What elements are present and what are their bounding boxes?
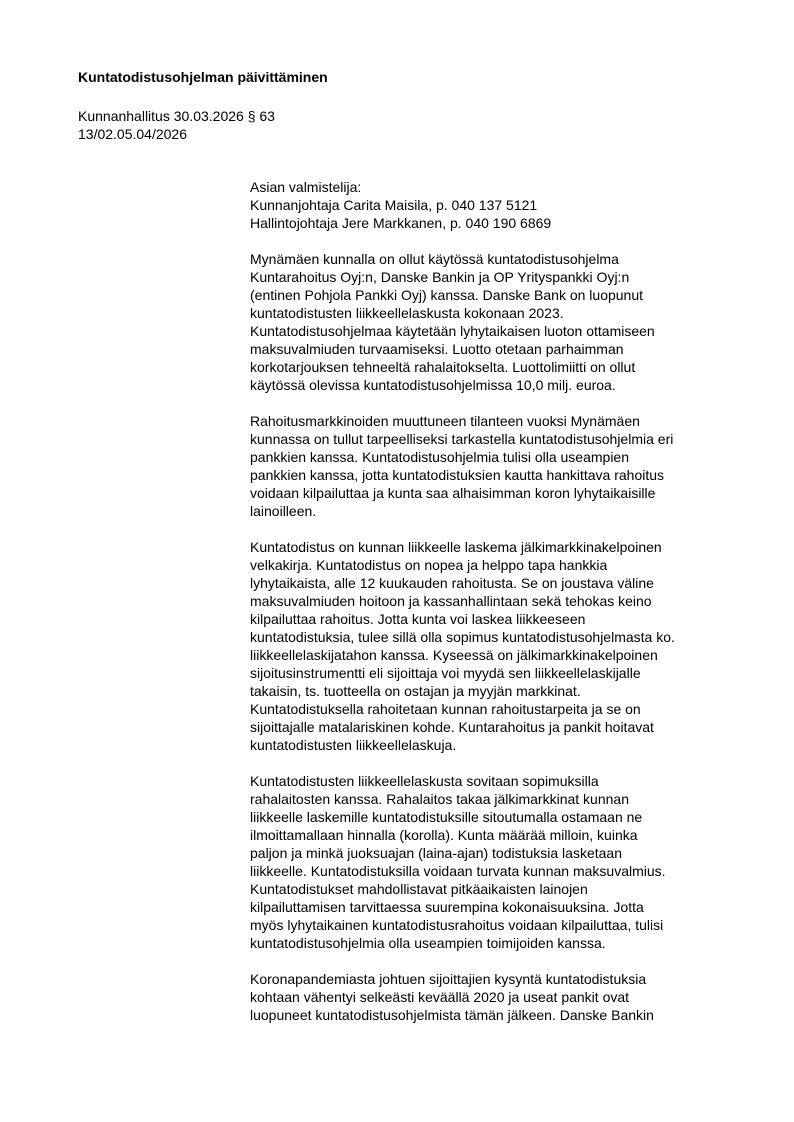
paragraph-line: Kuntatodistukset mahdollistavat pitkäaikaisten lainojen [250,881,588,897]
meeting-line: Kunnanhallitus 30.03.2026 § 63 [78,108,275,124]
preparers-block [250,178,740,232]
paragraph-line: kuntatodistusten liikkeellelaskuja. [250,737,457,753]
paragraph-line: kilpailuttaa rahoitus. Jotta kunta voi laskea liikkeeseen [250,611,586,627]
paragraph [250,250,740,394]
paragraph [250,772,740,952]
paragraph-line: lainoilleen. [250,503,317,519]
paragraph-line: rahalaitosten kanssa. Rahalaitos takaa jälkimarkkinat kunnan [250,791,629,807]
preparer-2: Hallintojohtaja Jere Markkanen, p. 040 190 6869 [250,215,552,231]
paragraph-line: pankkien kanssa. Kuntatodistusohjelmia tulisi olla useampien [250,449,629,465]
paragraph-line: käytössä olevissa kuntatodistusohjelmissa 10,0 milj. euroa. [250,377,616,393]
paragraph-line: Mynämäen kunnalla on ollut käytössä kuntatodistusohjelma [250,251,619,267]
paragraph-line: voidaan kilpailuttaa ja kunta saa alhaisimman koron lyhytaikaisille [250,485,656,501]
paragraph-line: sijoitusinstrumentti eli sijoittaja voi myydä sen liikkeellelaskijalle [250,665,641,681]
paragraph-line: Kuntatodistusohjelmaa käytetään lyhytaikaisen luoton ottamiseen [250,323,655,339]
paragraph-line: paljon ja minkä juoksuajan (laina-ajan) todistuksia lasketaan [250,845,622,861]
preparers-label: Asian valmistelija: [250,179,362,195]
paragraph-line: Kuntatodistus on kunnan liikkeelle laskema jälkimarkkinakelpoinen [250,539,662,555]
document-title: Kuntatodistusohjelman päivittäminen [78,69,328,85]
paragraph-line: lyhytaikaista, alle 12 kuukauden rahoitusta. Se on joustava väline [250,575,654,591]
document-body [250,178,740,1024]
paragraph-line: liikkeelle laskemille kuntatodistuksille sitoutumalla ostamaan ne [250,809,643,825]
paragraph-line: luopuneet kuntatodistusohjelmista tämän jälkeen. Danske Bankin [250,1007,654,1023]
paragraph-line: liikkeellelaskijatahon kanssa. Kyseessä on jälkimarkkinakelpoinen [250,647,658,663]
paragraph [250,538,740,754]
paragraph-line: korkotarjouksen tehneeltä rahalaitokselta. Luottolimiitti on ollut [250,359,636,375]
paragraph-line: kuntatodistusohjelmia olla useampien toimijoiden kanssa. [250,935,606,951]
paragraph-line: maksuvalmiuden turvaamiseksi. Luotto otetaan parhaimman [250,341,624,357]
paragraph-line: pankkien kanssa, jotta kuntatodistuksien kautta hankittava rahoitus [250,467,665,483]
paragraph [250,970,740,1024]
paragraph-line: (entinen Pohjola Pankki Oyj) kanssa. Danske Bank on luopunut [250,287,644,303]
paragraph-line: Kuntatodistusten liikkeellelaskusta sovitaan sopimuksilla [250,773,599,789]
paragraph-line: velkakirja. Kuntatodistus on nopea ja helppo tapa hankkia [250,557,608,573]
paragraph-line: takaisin, ts. tuotteella on ostajan ja myyjän markkinat. [250,683,581,699]
paragraph-line: Rahoitusmarkkinoiden muuttuneen tilanteen vuoksi Mynämäen [250,413,640,429]
paragraph-line: kuntatodistusten liikkeellelaskusta kokonaan 2023. [250,305,564,321]
paragraph [250,412,740,520]
paragraph-line: kunnassa on tullut tarpeelliseksi tarkastella kuntatodistusohjelmia eri [250,431,674,447]
paragraph-line: ilmoittamallaan hinnalla (korolla). Kunta määrää milloin, kuinka [250,827,638,843]
case-number: 13/02.05.04/2026 [78,126,187,142]
paragraph-line: myös lyhytaikainen kuntatodistusrahoitus voidaan kilpailuttaa, tulisi [250,917,664,933]
paragraph-line: Kuntatodistuksella rahoitetaan kunnan rahoitustarpeita ja se on [250,701,641,717]
paragraph-line: Koronapandemiasta johtuen sijoittajien kysyntä kuntatodistuksia [250,971,647,987]
paragraph-line: kuntatodistuksia, tulee sillä olla sopimus kuntatodistusohjelmasta ko. [250,629,675,645]
paragraph-list [250,250,740,1024]
paragraph-line: kohtaan vähentyi selkeästi keväällä 2020 ja useat pankit ovat [250,989,630,1005]
paragraph-line: sijoittajalle matalariskinen kohde. Kuntarahoitus ja pankit hoitavat [250,719,654,735]
preparer-1: Kunnanjohtaja Carita Maisila, p. 040 137 5121 [250,197,538,213]
paragraph-line: Kuntarahoitus Oyj:n, Danske Bankin ja OP Yrityspankki Oyj:n [250,269,630,285]
meeting-reference [78,107,275,143]
paragraph-line: kilpailuttamisen tarvittaessa suurempina kokonaisuuksina. Jotta [250,899,644,915]
paragraph-line: liikkeelle. Kuntatodistuksilla voidaan turvata kunnan maksuvalmius. [250,863,666,879]
paragraph-line: maksuvalmiuden hoitoon ja kassanhallintaan sekä tehokas keino [250,593,652,609]
